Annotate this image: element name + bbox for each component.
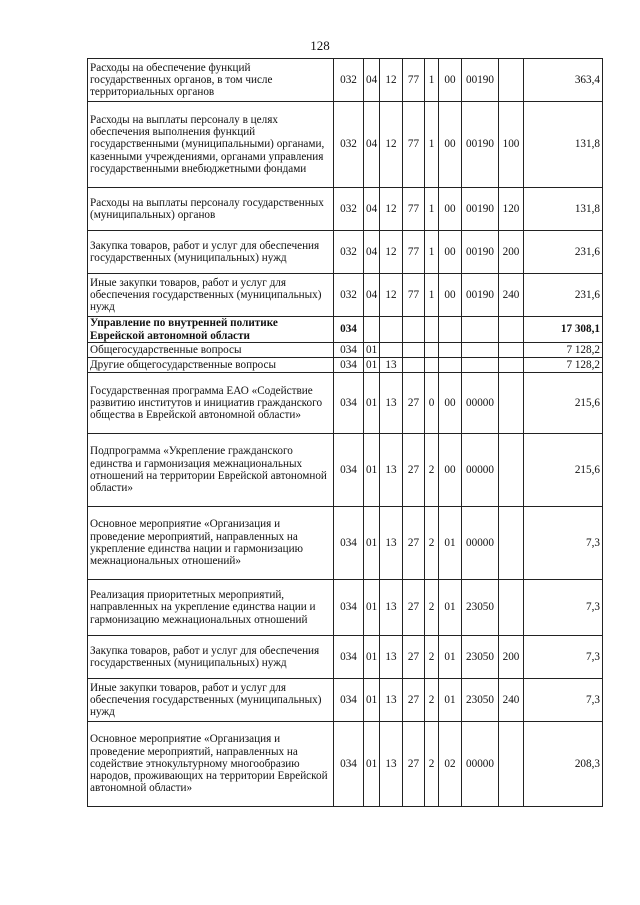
code-program: 27 <box>403 636 425 679</box>
code-subprogram: 1 <box>425 102 439 188</box>
row-sum: 7,3 <box>524 636 603 679</box>
code-program: 77 <box>403 102 425 188</box>
table-row <box>88 343 603 358</box>
code-direction: 23050 <box>462 636 499 679</box>
code-section: 01 <box>364 636 380 679</box>
table-row <box>88 434 603 507</box>
code-expense-type <box>499 434 524 507</box>
row-name: Закупка товаров, работ и услуг для обеспечения государственных (муниципальных) нужд <box>88 231 334 274</box>
code-section: 01 <box>364 679 380 722</box>
code-ministry: 034 <box>334 722 364 807</box>
code-program: 27 <box>403 434 425 507</box>
table-row <box>88 507 603 580</box>
row-sum: 7,3 <box>524 507 603 580</box>
table-row <box>88 679 603 722</box>
code-program: 77 <box>403 188 425 231</box>
code-program <box>403 358 425 373</box>
code-section: 01 <box>364 343 380 358</box>
code-event: 00 <box>439 102 462 188</box>
code-ministry: 032 <box>334 188 364 231</box>
code-direction: 00000 <box>462 434 499 507</box>
row-name: Реализация приоритетных мероприятий, направленных на укрепление единства нации и гармонизацию межнациональных отношений <box>88 580 334 636</box>
code-event: 00 <box>439 274 462 317</box>
code-direction <box>462 343 499 358</box>
code-program: 77 <box>403 274 425 317</box>
code-event: 01 <box>439 507 462 580</box>
table-row <box>88 59 603 102</box>
code-event: 00 <box>439 434 462 507</box>
code-section: 01 <box>364 373 380 434</box>
code-direction: 00000 <box>462 722 499 807</box>
code-event: 00 <box>439 231 462 274</box>
row-sum: 7,3 <box>524 580 603 636</box>
row-name: Основное мероприятие «Организация и проведение мероприятий, направленных на содействие этнокультурному многообразию народов, проживающих на территории Еврейской автономной области» <box>88 722 334 807</box>
code-ministry: 032 <box>334 102 364 188</box>
code-subprogram: 2 <box>425 679 439 722</box>
code-ministry: 032 <box>334 59 364 102</box>
table-row <box>88 636 603 679</box>
code-event: 00 <box>439 373 462 434</box>
code-section: 04 <box>364 59 380 102</box>
row-sum: 215,6 <box>524 373 603 434</box>
code-ministry: 034 <box>334 434 364 507</box>
code-program <box>403 317 425 343</box>
code-ministry: 034 <box>334 636 364 679</box>
code-section: 04 <box>364 188 380 231</box>
code-expense-type <box>499 507 524 580</box>
row-name: Иные закупки товаров, работ и услуг для обеспечения государственных (муниципальных) нужд <box>88 679 334 722</box>
row-sum: 231,6 <box>524 231 603 274</box>
code-program: 77 <box>403 59 425 102</box>
row-sum: 131,8 <box>524 102 603 188</box>
row-sum: 208,3 <box>524 722 603 807</box>
code-expense-type <box>499 317 524 343</box>
row-sum: 231,6 <box>524 274 603 317</box>
code-direction: 00000 <box>462 507 499 580</box>
code-subprogram: 2 <box>425 507 439 580</box>
table-row <box>88 274 603 317</box>
code-subsection: 12 <box>380 231 403 274</box>
row-name: Расходы на выплаты персоналу в целях обеспечения выполнения функций государственными (муниципальными) органами, казенными учреждениями, органами управления государственными внебюджетными фондами <box>88 102 334 188</box>
row-sum: 7 128,2 <box>524 343 603 358</box>
code-expense-type: 240 <box>499 274 524 317</box>
code-section: 01 <box>364 434 380 507</box>
code-subsection: 12 <box>380 188 403 231</box>
code-section: 01 <box>364 580 380 636</box>
code-ministry: 034 <box>334 343 364 358</box>
code-program: 27 <box>403 580 425 636</box>
code-event: 01 <box>439 636 462 679</box>
row-name: Подпрограмма «Укрепление гражданского единства и гармонизация межнациональных отношений на территории Еврейской автономной области» <box>88 434 334 507</box>
code-expense-type <box>499 358 524 373</box>
code-program: 77 <box>403 231 425 274</box>
code-subprogram: 1 <box>425 59 439 102</box>
code-subsection: 13 <box>380 507 403 580</box>
table-row <box>88 358 603 373</box>
code-subprogram <box>425 358 439 373</box>
code-expense-type: 120 <box>499 188 524 231</box>
code-subsection: 12 <box>380 274 403 317</box>
row-sum: 363,4 <box>524 59 603 102</box>
code-subprogram: 2 <box>425 636 439 679</box>
code-direction: 00190 <box>462 59 499 102</box>
code-subsection: 12 <box>380 102 403 188</box>
code-event <box>439 317 462 343</box>
code-program: 27 <box>403 507 425 580</box>
code-event <box>439 358 462 373</box>
code-ministry: 034 <box>334 373 364 434</box>
code-event: 01 <box>439 679 462 722</box>
row-name: Расходы на выплаты персоналу государственных (муниципальных) органов <box>88 188 334 231</box>
code-subprogram <box>425 317 439 343</box>
code-subsection: 13 <box>380 373 403 434</box>
row-name: Основное мероприятие «Организация и проведение мероприятий, направленных на укрепление единства нации и гармонизацию межнациональных отношений» <box>88 507 334 580</box>
code-direction: 00190 <box>462 188 499 231</box>
code-direction: 23050 <box>462 679 499 722</box>
row-name: Закупка товаров, работ и услуг для обеспечения государственных (муниципальных) нужд <box>88 636 334 679</box>
code-event: 02 <box>439 722 462 807</box>
code-subsection: 13 <box>380 679 403 722</box>
table-row <box>88 580 603 636</box>
code-subprogram: 1 <box>425 231 439 274</box>
code-section: 04 <box>364 231 380 274</box>
code-subprogram: 2 <box>425 580 439 636</box>
code-ministry: 032 <box>334 231 364 274</box>
code-expense-type: 100 <box>499 102 524 188</box>
table-row <box>88 722 603 807</box>
code-section: 01 <box>364 722 380 807</box>
code-section <box>364 317 380 343</box>
table-row <box>88 373 603 434</box>
code-section: 01 <box>364 358 380 373</box>
code-expense-type <box>499 59 524 102</box>
code-ministry: 034 <box>334 580 364 636</box>
code-subsection: 13 <box>380 434 403 507</box>
code-direction: 23050 <box>462 580 499 636</box>
code-expense-type: 200 <box>499 231 524 274</box>
row-name: Другие общегосударственные вопросы <box>88 358 334 373</box>
code-ministry: 032 <box>334 274 364 317</box>
table-row <box>88 317 603 343</box>
code-expense-type <box>499 722 524 807</box>
code-ministry: 034 <box>334 317 364 343</box>
code-event: 00 <box>439 59 462 102</box>
code-event: 01 <box>439 580 462 636</box>
code-expense-type: 200 <box>499 636 524 679</box>
table-row <box>88 188 603 231</box>
table-row <box>88 102 603 188</box>
code-expense-type <box>499 343 524 358</box>
code-subsection: 13 <box>380 358 403 373</box>
code-direction: 00190 <box>462 274 499 317</box>
row-sum: 215,6 <box>524 434 603 507</box>
row-sum: 131,8 <box>524 188 603 231</box>
code-section: 01 <box>364 507 380 580</box>
table-row <box>88 231 603 274</box>
row-sum: 7,3 <box>524 679 603 722</box>
code-subsection: 13 <box>380 722 403 807</box>
code-section: 04 <box>364 274 380 317</box>
row-name: Общегосударственные вопросы <box>88 343 334 358</box>
code-subprogram <box>425 343 439 358</box>
code-subsection: 13 <box>380 580 403 636</box>
code-direction <box>462 317 499 343</box>
code-event: 00 <box>439 188 462 231</box>
row-name: Иные закупки товаров, работ и услуг для обеспечения государственных (муниципальных) нужд <box>88 274 334 317</box>
code-subprogram: 1 <box>425 274 439 317</box>
code-subsection <box>380 317 403 343</box>
code-program: 27 <box>403 373 425 434</box>
code-subsection <box>380 343 403 358</box>
code-program: 27 <box>403 722 425 807</box>
code-direction: 00190 <box>462 102 499 188</box>
code-direction: 00190 <box>462 231 499 274</box>
row-name: Государственная программа ЕАО «Содействие развитию институтов и инициатив гражданского общества в Еврейской автономной области» <box>88 373 334 434</box>
code-ministry: 034 <box>334 679 364 722</box>
code-subsection: 13 <box>380 636 403 679</box>
code-expense-type: 240 <box>499 679 524 722</box>
code-ministry: 034 <box>334 507 364 580</box>
code-expense-type <box>499 373 524 434</box>
code-ministry: 034 <box>334 358 364 373</box>
code-event <box>439 343 462 358</box>
code-subprogram: 1 <box>425 188 439 231</box>
code-direction: 00000 <box>462 373 499 434</box>
page-number: 128 <box>310 38 330 53</box>
code-program: 27 <box>403 679 425 722</box>
row-name: Управление по внутренней политике Еврейской автономной области <box>88 317 334 343</box>
code-direction <box>462 358 499 373</box>
code-expense-type <box>499 580 524 636</box>
budget-table <box>87 58 603 807</box>
row-sum: 7 128,2 <box>524 358 603 373</box>
code-section: 04 <box>364 102 380 188</box>
code-subprogram: 2 <box>425 722 439 807</box>
code-subprogram: 2 <box>425 434 439 507</box>
code-subsection: 12 <box>380 59 403 102</box>
row-sum: 17 308,1 <box>524 317 603 343</box>
row-name: Расходы на обеспечение функций государственных органов, в том числе территориальных органов <box>88 59 334 102</box>
code-subprogram: 0 <box>425 373 439 434</box>
code-program <box>403 343 425 358</box>
